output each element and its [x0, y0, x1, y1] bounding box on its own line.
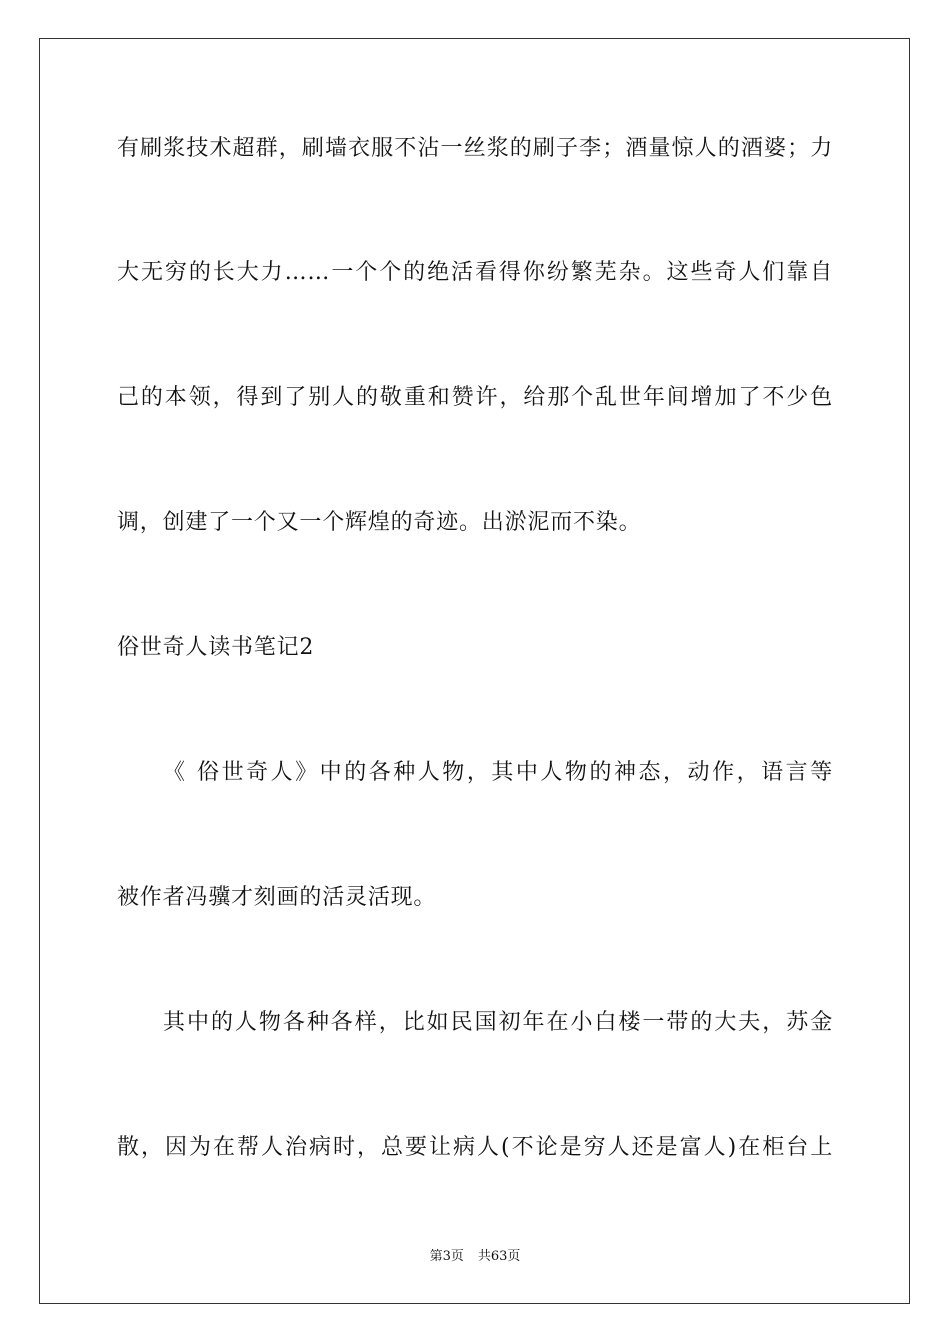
paragraph2-line-1: 《 俗世奇人》中的各种人物，其中人物的神态，动作，语言等 [163, 760, 833, 785]
paragraph2-line-2: 被作者冯骥才刻画的活灵活现。 [117, 885, 437, 910]
paragraph-line-4: 调，创建了一个又一个辉煌的奇迹。出淤泥而不染。 [117, 510, 642, 535]
paragraph3-line-1: 其中的人物各种各样，比如民国初年在小白楼一带的大夫，苏金 [163, 1010, 833, 1035]
paragraph3-line-2: 散，因为在帮人治病时，总要让病人(不论是穷人还是富人)在柜台上 [117, 1135, 833, 1160]
paragraph-line-2: 大无穷的长大力……一个个的绝活看得你纷繁芜杂。这些奇人们靠自 [117, 260, 833, 285]
paragraph-line-3: 己的本领，得到了别人的敬重和赞许，给那个乱世年间增加了不少色 [117, 385, 833, 410]
section-title: 俗世奇人读书笔记2 [117, 635, 315, 660]
page-footer [0, 1248, 950, 1266]
page-number: 第3页 [429, 1249, 464, 1264]
paragraph-line-1: 有刷浆技术超群，刷墙衣服不沾一丝浆的刷子李；酒量惊人的酒婆；力 [117, 136, 833, 161]
page-border [39, 38, 910, 1304]
page-total: 共63页 [477, 1249, 521, 1264]
